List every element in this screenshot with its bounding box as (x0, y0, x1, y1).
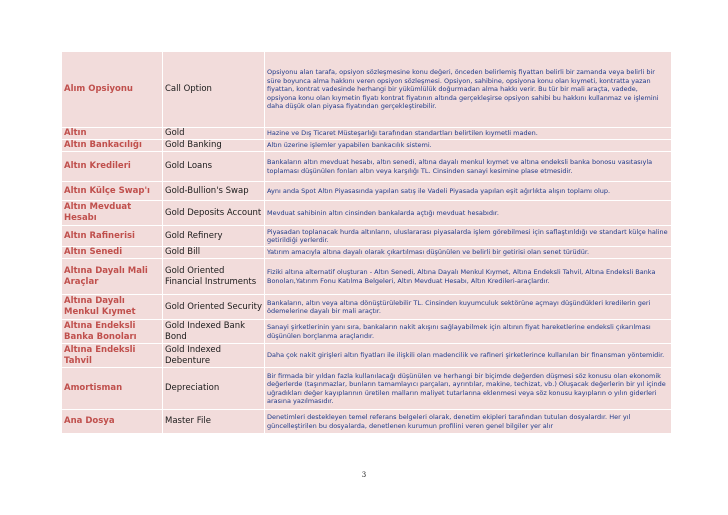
page-number: 3 (361, 471, 367, 479)
term-definition: Bankaların, altın veya altına dönüştürülebilir TL. Cinsinden kuyumculuk sektörüne açmayı düşündükleri kredilerin geri ödemelerine dayalı bir mali araçtır. (265, 295, 672, 320)
glossary-table (61, 51, 672, 434)
table-row (62, 247, 672, 259)
term-definition: Denetimleri destekleyen temel referans belgeleri olarak, denetim ekipleri tarafından tutulan dosyalardır. Her yıl güncelleştirilen bu dosyalarda, denetlenen kurumun profilini veren genel bilgiler yer alır (265, 410, 672, 434)
term-english: Depreciation (163, 368, 265, 410)
term-english: Gold Indexed Bank Bond (163, 320, 265, 344)
table-row (62, 140, 672, 152)
term-turkish: Altın Bankacılığı (62, 140, 163, 152)
table-row (62, 344, 672, 368)
term-turkish: Altın Senedi (62, 247, 163, 259)
term-turkish: Altına Endeksli Banka Bonoları (62, 320, 163, 344)
table-row (62, 152, 672, 182)
table-row (62, 368, 672, 410)
term-english: Gold Banking (163, 140, 265, 152)
term-english: Call Option (163, 52, 265, 128)
table-row (62, 52, 672, 128)
term-definition: Daha çok nakit girişleri altın fiyatları ile ilişkili olan madencilik ve rafineri şirketlerince kullanılan bir finansman yöntemidir. (265, 344, 672, 368)
term-definition: Piyasadan toplanacak hurda altınların, uluslararası piyasalarda işlem görebilmesi için saflaştırıldığı ve standart külçe haline getirildiği yerlerdir. (265, 226, 672, 247)
term-english: Gold Oriented Security (163, 295, 265, 320)
table-row (62, 320, 672, 344)
term-english: Gold Deposits Account (163, 201, 265, 226)
term-turkish: Ana Dosya (62, 410, 163, 434)
term-definition: Bankaların altın mevduat hesabı, altın senedi, altına dayalı menkul kıymet ve altına endeksli banka bonosu vasıtasıyla toplaması düşünülen fonları altın veya karşılığı TL. Cinsinden sanayi kesimine plase etmesidir. (265, 152, 672, 182)
term-turkish: Altın Külçe Swap'ı (62, 182, 163, 201)
table-row (62, 410, 672, 434)
term-turkish: Altına Dayalı Menkul Kıymet (62, 295, 163, 320)
term-english: Gold Loans (163, 152, 265, 182)
term-english: Gold-Bullion's Swap (163, 182, 265, 201)
term-definition: Altın üzerine işlemler yapabilen bankacılık sistemi. (265, 140, 672, 152)
term-english: Master File (163, 410, 265, 434)
term-english: Gold Refinery (163, 226, 265, 247)
term-definition: Sanayi şirketlerinin yanı sıra, bankaların nakit akışını sağlayabilmek için altının fiyat hareketlerine endeksli çıkarılması düşünülen borçlanma araçlarıdır. (265, 320, 672, 344)
term-turkish: Alım Opsiyonu (62, 52, 163, 128)
term-turkish: Amortisman (62, 368, 163, 410)
term-definition: Opsiyonu alan tarafa, opsiyon sözleşmesine konu değeri, önceden belirlemiş fiyattan belirli bir zamanda veya belirli bir süre boyunca alma hakkını veren opsiyon sözleşmesi. Opsiyon, sahibine, opsiyona konu olan kıymeti, kontratta yazan fiyattan, kontrat vadesinde herhangi bir yükümlülük doğurmadan alma hakkı verir. Bu tür bir mali araçta, vadede, opsiyona konu olan kıymetin fiyatı kontrat fiyatının altında gerçekleşirse opsiyon sahibi bu hakkını kullanmaz ve işlemini daha düşük olan piyasa fiyatından gerçekleştirebilir. (265, 52, 672, 128)
term-english: Gold Indexed Debenture (163, 344, 265, 368)
term-definition: Bir firmada bir yıldan fazla kullanılacağı düşünülen ve herhangi bir biçimde değerden düşmesi söz konusu olan ekonomik değerlerde (taşınmazlar, bunların tamamlayıcı parçaları, ayrıntılar, makine, techizat, vb.) Oluşacak değerlerin bir yıl içinde uğradıkları değer kayıplarının üretilen malların maliyet tutarlarına eklenmesi veya söz konusu kayıpların o yılın giderleri arasına yazılmasıdır. (265, 368, 672, 410)
term-definition: Mevduat sahibinin altın cinsinden bankalarda açtığı mevduat hesabıdır. (265, 201, 672, 226)
table-row (62, 226, 672, 247)
term-definition: Yatırım amacıyla altına dayalı olarak çıkartılması düşünülen ve belirli bir getirisi olan senet türüdür. (265, 247, 672, 259)
term-turkish: Altın Kredileri (62, 152, 163, 182)
term-definition: Hazine ve Dış Ticaret Müsteşarlığı tarafından standartları belirtilen kıymetli maden. (265, 128, 672, 140)
term-turkish: Altın Rafinerisi (62, 226, 163, 247)
glossary-body (62, 52, 672, 434)
table-row (62, 182, 672, 201)
term-definition: Fiziki altına alternatif oluşturan - Altın Senedi, Altına Dayalı Menkul Kıymet, Altına Endeksli Tahvil, Altına Endeksli Banka Bonoları,Yatırım Fonu Katılma Belgeleri, Altın Mevduat Hesabı, Altın Kredileri-araçlardır. (265, 259, 672, 295)
table-row (62, 259, 672, 295)
table-row (62, 128, 672, 140)
term-definition: Aynı anda Spot Altın Piyasasında yapılan satış ile Vadeli Piyasada yapılan eşit ağırlıkta alışın toplamı olup. (265, 182, 672, 201)
term-turkish: Altına Dayalı Mali Araçlar (62, 259, 163, 295)
term-english: Gold Bill (163, 247, 265, 259)
term-english: Gold Oriented Financial Instruments (163, 259, 265, 295)
table-row (62, 295, 672, 320)
term-english: Gold (163, 128, 265, 140)
term-turkish: Altın (62, 128, 163, 140)
term-turkish: Altına Endeksli Tahvil (62, 344, 163, 368)
term-turkish: Altın Mevduat Hesabı (62, 201, 163, 226)
table-row (62, 201, 672, 226)
